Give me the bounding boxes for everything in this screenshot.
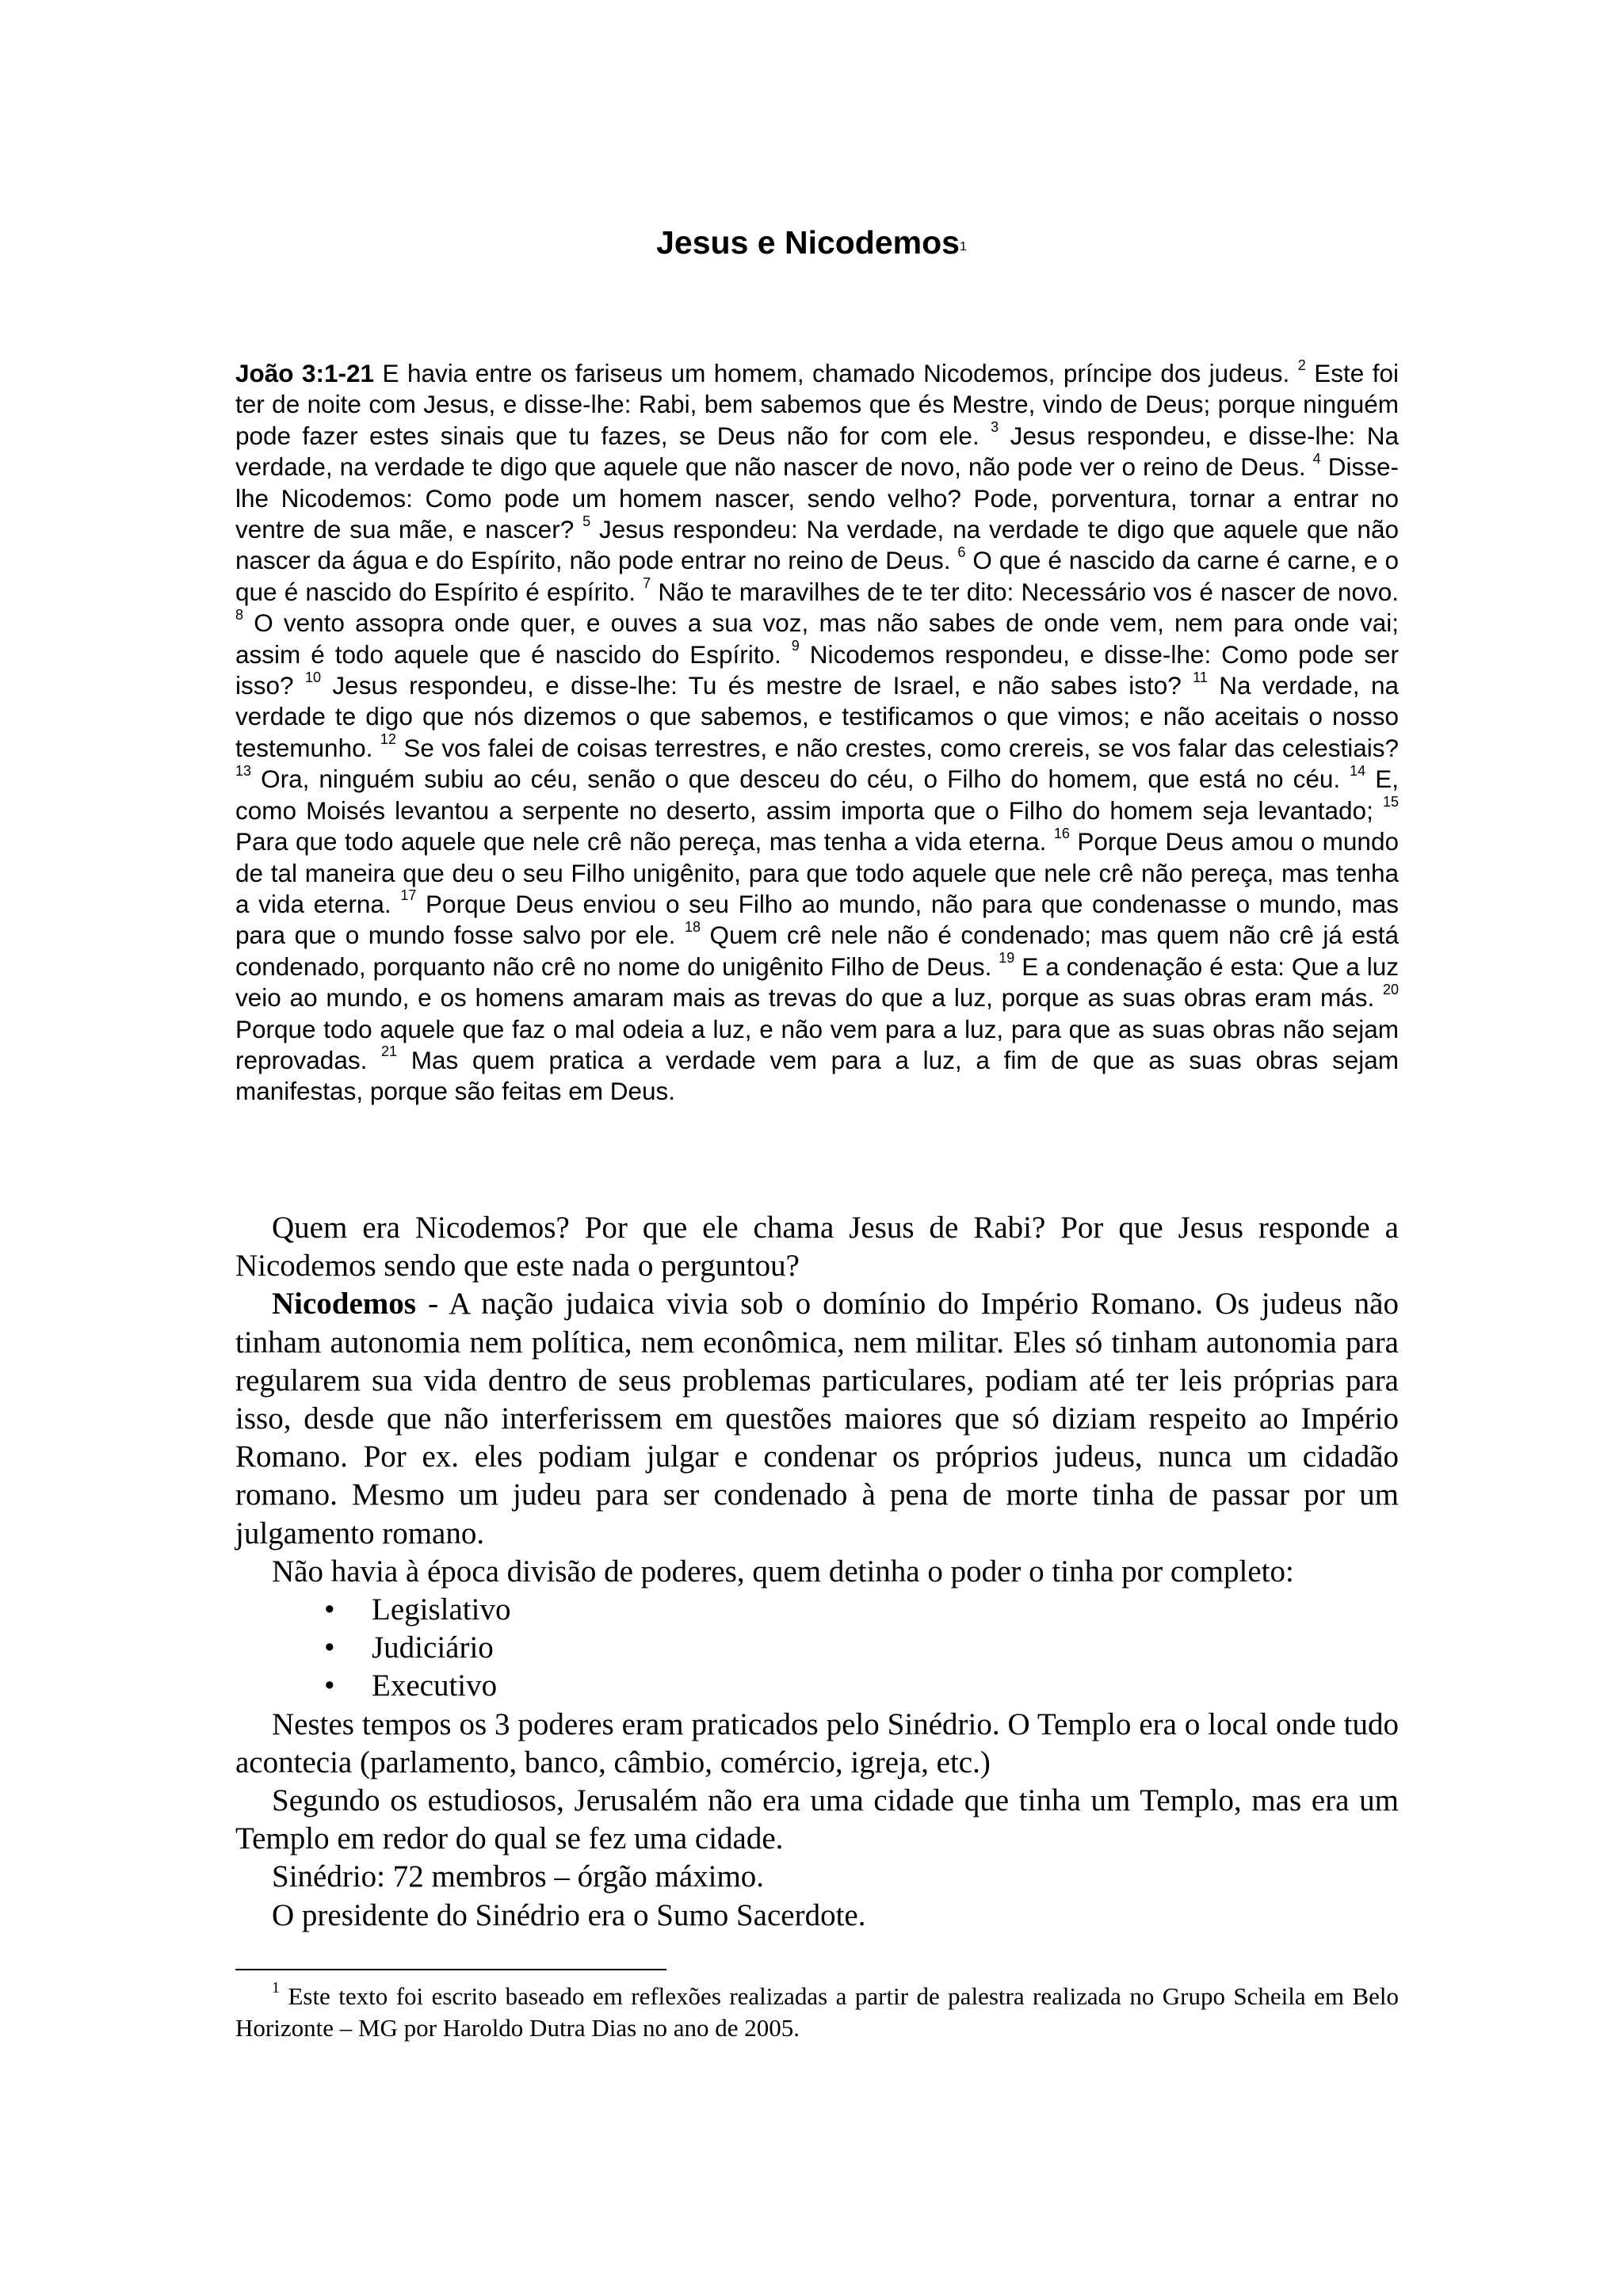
title-footnote-marker: 1	[959, 240, 967, 254]
president-paragraph: O presidente do Sinédrio era o Sumo Sacerdote.	[272, 1897, 866, 1932]
powers-intro-paragraph: Não havia à época divisão de poderes, quem detinha o poder o tinha por completo:	[272, 1554, 1294, 1589]
verse-text: Porque Deus enviou o seu Filho ao mundo, não para que condenasse o mundo, mas para que o mundo fosse salvo por ele.	[235, 889, 1400, 950]
verse-text: O vento assopra onde quer, e ouves a sua voz, mas não sabes de onde vem, nem para onde vai; assim é todo aquele que é nascido do Espírito.	[235, 608, 1399, 669]
verse-text: Este foi ter de noite com Jesus, e disse-lhe: Rabi, bem sabemos que és Mestre, vindo de Deus; porque ninguém pode fazer estes sinais que tu fazes, se Deus não for com ele.	[235, 359, 1399, 450]
verse-number: 10	[304, 669, 321, 685]
verse-text: Nicodemos respondeu, e disse-lhe: Como pode ser isso?	[235, 639, 1399, 700]
verse-text: Quem crê nele não é condenado; mas quem não crê já está condenado, porquanto não crê no nome do unigênito Filho de Deus.	[235, 921, 1399, 981]
footnote-separator	[235, 1969, 666, 1970]
nicodemos-text: - A nação judaica vivia sob o domínio do Império Romano. Os judeus não tinham autonomia nem política, nem econômica, nem militar. Eles só tinham autonomia para regularem sua vida dentro de seus problemas particulares, podiam até ter leis próprias para isso, desde que não interferissem em questões maiores que só diziam respeito ao Império Romano. Por ex. eles podiam julgar e condenar os próprios judeus, nunca um cidadão romano. Mesmo um judeu para ser condenado à pena de morte tinha de passar por um julgamento romano.	[235, 1287, 1399, 1550]
verse-text: Porque Deus amou o mundo de tal maneira que deu o seu Filho unigênito, para que todo aquele que nele crê não pereça, mas tenha a vida eterna.	[235, 827, 1399, 918]
nicodemos-heading: Nicodemos	[272, 1287, 416, 1322]
jerusalem-paragraph: Segundo os estudiosos, Jerusalém não era uma cidade que tinha um Templo, mas era um Templo em redor do qual se fez uma cidade.	[235, 1783, 1399, 1856]
verse-text: Disse-lhe Nicodemos: Como pode um homem nascer, sendo velho? Pode, porventura, tornar a entrar no ventre de sua mãe, e nascer?	[235, 452, 1399, 544]
footnote-paragraph	[235, 1978, 1399, 2044]
list-item-label: Judiciário	[372, 1630, 494, 1665]
list-item	[235, 1629, 1399, 1667]
verse-number: 20	[1382, 981, 1399, 997]
verse-number: 5	[582, 513, 591, 529]
verse-number: 21	[381, 1043, 398, 1060]
verse-number: 2	[1297, 357, 1306, 373]
verse-text: O que é nascido da carne é carne, e o que é nascido do Espírito é espírito.	[235, 546, 1400, 606]
list-item-label: Legislativo	[372, 1592, 511, 1627]
nicodemos-paragraph	[235, 1285, 1399, 1552]
list-item	[235, 1591, 1399, 1629]
scripture-passage	[235, 358, 1399, 1108]
commentary-body	[235, 1209, 1399, 1935]
footnote-marker: 1	[272, 1978, 280, 1997]
verse-number: 12	[380, 731, 396, 748]
verse-number: 19	[999, 950, 1015, 967]
verse-number: 15	[1382, 794, 1399, 810]
sinedrio-paragraph: Nestes tempos os 3 poderes eram praticados pelo Sinédrio. O Templo era o local onde tudo acontecia (parlamento, banco, câmbio, comércio, igreja, etc.)	[235, 1707, 1399, 1779]
verse-text: Não te maravilhes de te ter dito: Necessário vos é nascer de novo.	[651, 577, 1399, 606]
questions-paragraph: Quem era Nicodemos? Por que ele chama Jesus de Rabi? Por que Jesus responde a Nicodemos sendo que este nada o perguntou?	[235, 1211, 1399, 1283]
verse-number: 3	[991, 419, 999, 436]
verse-text: Jesus respondeu, e disse-lhe: Na verdade, na verdade te digo que aquele que não nascer de novo, não pode ver o reino de Deus.	[235, 421, 1399, 482]
verse-text: Porque todo aquele que faz o mal odeia a luz, e não vem para a luz, para que as suas obras não sejam reprovadas.	[235, 1014, 1399, 1074]
verse-text: Mas quem pratica a verdade vem para a luz, a fim de que as suas obras sejam manifestas, porque são feitas em Deus.	[235, 1045, 1399, 1106]
bullet-icon: •	[324, 1630, 335, 1665]
verse-number: 14	[1350, 762, 1366, 779]
footnote	[235, 1978, 1399, 2044]
verse-number: 7	[643, 575, 651, 592]
verse-text: E a condenação é esta: Que a luz veio ao mundo, e os homens amaram mais as trevas do que a luz, porque as suas obras eram más.	[235, 952, 1399, 1013]
verse-number: 18	[684, 918, 701, 935]
footnote-text: Este texto foi escrito baseado em reflexões realizadas a partir de palestra realizada no Grupo Scheila em Belo Horizonte – MG por Haroldo Dutra Dias no ano de 2005.	[235, 1982, 1399, 2042]
members-paragraph: Sinédrio: 72 membros – órgão máximo.	[272, 1859, 765, 1894]
verse-number: 16	[1053, 825, 1070, 841]
verse-text: Jesus respondeu, e disse-lhe: Tu és mestre de Israel, e não sabes isto?	[321, 671, 1193, 700]
verse-number: 4	[1312, 450, 1321, 467]
title-text: Jesus e Nicodemos	[656, 224, 960, 261]
verse-number: 9	[791, 638, 800, 654]
verse-number: 13	[235, 762, 252, 779]
scripture-reference: João 3:1-21	[235, 359, 375, 387]
verse-number: 11	[1193, 669, 1208, 685]
verse-text: Para que todo aquele que nele crê não pereça, mas tenha a vida eterna.	[235, 827, 1054, 856]
verse-text: E, como Moisés levantou a serpente no deserto, assim importa que o Filho do homem seja levantado;	[235, 765, 1400, 825]
verse-text: Ora, ninguém subiu ao céu, senão o que desceu do céu, o Filho do homem, que está no céu.	[251, 765, 1350, 794]
list-item	[235, 1667, 1399, 1705]
page-title	[0, 223, 1623, 261]
powers-list	[235, 1591, 1399, 1706]
verse-text: Na verdade, na verdade te digo que nós dizemos o que sabemos, e testificamos o que vimos; e não aceitais o nosso testemunho.	[235, 671, 1400, 762]
verse-text: E havia entre os fariseus um homem, chamado Nicodemos, príncipe dos judeus.	[374, 359, 1298, 387]
bullet-icon: •	[324, 1669, 335, 1703]
verse-text: Jesus respondeu: Na verdade, na verdade te digo que aquele que não nascer da água e do Espírito, não pode entrar no reino de Deus.	[235, 515, 1399, 575]
bullet-icon: •	[324, 1592, 335, 1627]
verse-number: 8	[235, 606, 244, 623]
list-item-label: Executivo	[372, 1669, 498, 1703]
verse-number: 6	[957, 543, 966, 560]
verse-number: 17	[400, 887, 417, 904]
verse-text: Se vos falei de coisas terrestres, e não crestes, como crereis, se vos falar das celestiais?	[395, 733, 1400, 762]
